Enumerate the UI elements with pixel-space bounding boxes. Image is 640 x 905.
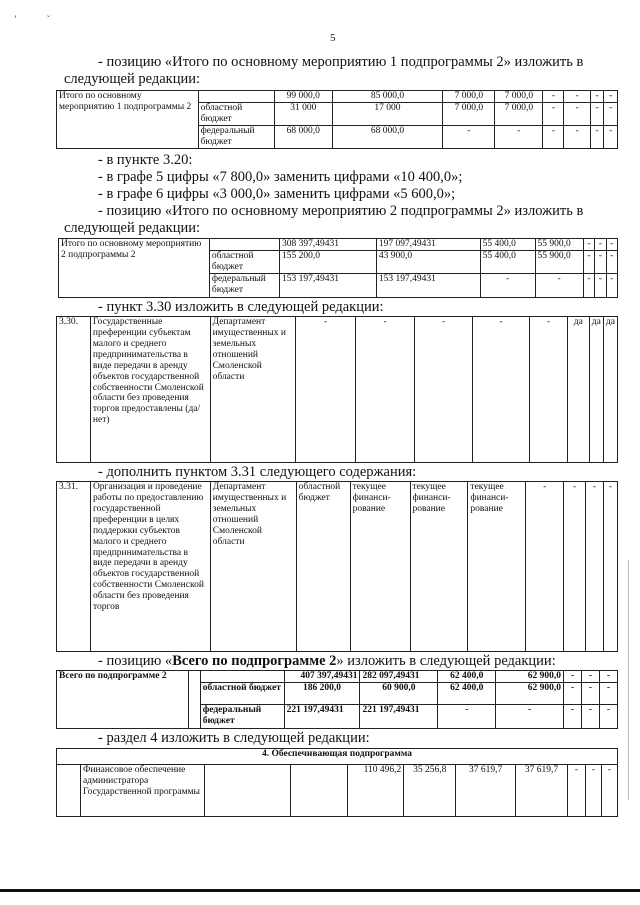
- instruction-line: - позицию «Всего по подпрограмме 2» изложить в следующей редакции:: [98, 653, 556, 669]
- instruction-line: - в пункте 3.20:: [98, 152, 193, 168]
- page-number: 5: [330, 32, 336, 44]
- instruction-line: следующей редакции:: [64, 71, 201, 87]
- item-number: 3.30.: [57, 317, 91, 463]
- instruction-line: - в графе 5 цифры «7 800,0» заменить цифрами «10 400,0»;: [98, 169, 463, 185]
- item-number: 3.31.: [57, 482, 91, 652]
- scan-artifact-line: [628, 560, 629, 800]
- row-name: Всего по подпрограмме 2: [57, 671, 189, 729]
- table-total-event-1: Итого по основному мероприятию 1 подпрограммы 2 99 000,0 85 000,0 7 000,0 7 000,0 - - - - областной бюджет 31 000 17 000 7 000,0 7 000,0 - - - - федеральный бюджет 68 000,0 68 000,0 - - - - - -: [56, 90, 618, 149]
- item-text: Государственные преференции субъектам малого и среднего предпринимательства в виде передачи в аренду объектов государственной собственности Смоленской области без проведения торгов предоставлены (да/нет): [90, 317, 210, 463]
- instruction-line: - дополнить пунктом 3.31 следующего содержания:: [98, 464, 417, 480]
- item-executor: Департамент имущественных и земельных отношений Смоленской области: [210, 482, 296, 652]
- instruction-line: следующей редакции:: [64, 220, 201, 236]
- scan-marks: ’˘: [14, 14, 80, 24]
- instruction-line: - позицию «Итого по основному мероприятию 2 подпрограммы 2» изложить в: [98, 203, 584, 219]
- table-total-subprogram-2: Всего по подпрограмме 2 407 397,49431 282 097,49431 62 400,0 62 900,0 - - - областной бюджет 186 200,0 60 900,0 62 400,0 62 900,0 - - - федеральный бюджет 221 197,49431 221 197,49431 - - - - -: [56, 670, 618, 729]
- instruction-line: - позицию «Итого по основному мероприятию 1 подпрограммы 2» изложить в: [98, 54, 584, 70]
- instruction-line: - пункт 3.30 изложить в следующей редакции:: [98, 299, 384, 315]
- table-item-3-30: 3.30. Государственные преференции субъектам малого и среднего предпринимательства в виде передачи в аренду объектов государственной собственности Смоленской области без проведения торгов предоставлены (да/нет) Департамент имущественных и земельных отношений Смоленской области - - - - - да да да: [56, 316, 618, 463]
- table-item-3-31: 3.31. Организация и проведение работы по предоставлению государственной преференции в целях поддержки субъектов малого и среднего предпринимательства в виде передачи в аренду объектов государственной собственности Смоленской области без проведения торгов Департамент имущественных и земельных отношений Смоленской области областной бюджет текущее финанси-рование текущее финанси-рование текущее финанси-рование - - - -: [56, 481, 618, 652]
- item-executor: Департамент имущественных и земельных отношений Смоленской области: [210, 317, 296, 463]
- item-text: Финансовое обеспечение администратора Государственной программы: [80, 765, 204, 817]
- table-total-event-2: Итого по основному мероприятию 2 подпрограммы 2 308 397,49431 197 097,49431 55 400,0 55 900,0 - - - областной бюджет 155 200,0 43 900,0 55 400,0 55 900,0 - - - федеральный бюджет 153 197,49431 153 197,49431 - - - - -: [58, 238, 618, 298]
- item-source: областной бюджет: [296, 482, 350, 652]
- item-text: Организация и проведение работы по предоставлению государственной преференции в целях поддержки субъектов малого и среднего предпринимательства в виде передачи в аренду объектов государственной собственности Смоленской области без проведения торгов: [90, 482, 210, 652]
- page-bottom-border: [0, 889, 640, 892]
- row-name: Итого по основному мероприятию 2 подпрограммы 2: [59, 239, 210, 298]
- instruction-line: - в графе 6 цифры «3 000,0» заменить цифрами «5 600,0»;: [98, 186, 456, 202]
- section-header: 4. Обеспечивающая подпрограмма: [57, 749, 618, 765]
- table-section-4: 4. Обеспечивающая подпрограмма Финансовое обеспечение администратора Государственной программы 110 496,2 35 256,8 37 619,7 37 619,7 - - -: [56, 748, 618, 817]
- row-name: Итого по основному мероприятию 1 подпрограммы 2: [57, 91, 199, 149]
- instruction-line: - раздел 4 изложить в следующей редакции:: [98, 730, 370, 746]
